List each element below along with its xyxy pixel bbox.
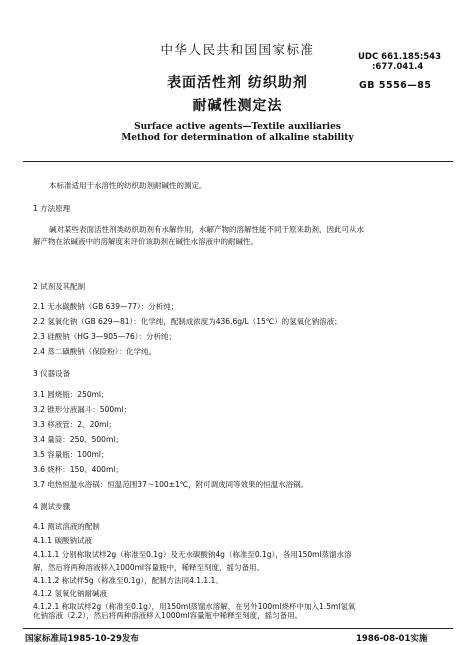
footer-divider: [23, 628, 453, 629]
english-title: Surface active agents—Textile auxiliaries: [134, 122, 341, 132]
udc-code: UDC 661.185:543: [358, 52, 442, 62]
subsection-heading: 4.1 测试溶液的配制: [33, 522, 100, 531]
list-item: 3.1 圆烧瓶：250ml；: [33, 390, 109, 399]
effective-date: 1986-08-01实施: [356, 634, 428, 644]
standard-number: GB 5556—85: [359, 80, 432, 91]
document-subtitle: 耐碱性测定法: [192, 98, 283, 114]
list-item: 2.1 无水碳酸钠（GB 639—77）：分析纯；: [33, 302, 179, 311]
body-line: 碱对某些表面活性剂类纺织助剂有水解作用，水解产物的溶解性能不同于原来助剂，因此可从水: [49, 225, 364, 234]
list-item: 2.2 氢氧化钠（GB 629—81）：化学纯，配制成浓度为436.6g/L（15℃）的氢氧化钠溶液；: [33, 317, 342, 326]
udc-code-continued: :677.041.4: [372, 62, 424, 72]
published-date: 国家标准局1985-10-29发布: [25, 634, 139, 644]
list-item: 3.7 电热恒温水浴锅：恒温范围37～100±1℃，附可调成同等效果的恒温水浴锅。: [33, 480, 309, 489]
list-item: 2.3 硅酸钠（HG 3—905—76）：分析纯；: [33, 332, 177, 341]
list-item: 3.2 锥形分液漏斗：500ml；: [33, 405, 132, 414]
section-heading: 3 仪器设备: [33, 369, 71, 378]
section-heading: 4 测试步骤: [33, 502, 71, 511]
document-title: 表面活性剂 纺织助剂: [167, 75, 308, 91]
list-item: 3.3 移液管：2、20ml；: [33, 420, 117, 429]
body-line: 解产物在浓碱液中的溶解度来评价该助剂在碱性水溶液中的耐碱性。: [33, 237, 258, 246]
scope-paragraph: 本标准适用于水溶性的纺织助剂耐碱性的测定。: [49, 181, 207, 190]
english-subtitle: Method for determination of alkaline stability: [121, 133, 354, 143]
list-item: 2.4 蒸二磺酸钠（保险粉）：化学纯。: [33, 347, 157, 356]
section-heading: 1 方法原理: [33, 204, 71, 213]
list-item: 3.4 量筒：250、500ml；: [33, 435, 123, 444]
section-heading: 2 试剂及其配制: [33, 282, 86, 291]
subsection-heading: 4.1.2 氢氧化钠耐碱液: [33, 589, 107, 598]
body-line: 4.1.2.1 称取试样2g（称准至0.1g），用150ml蒸馏水溶解，在另外100ml烧杯中加入1.5ml氢氧: [33, 602, 356, 611]
issuing-authority: 中华人民共和国国家标准: [160, 42, 315, 57]
subsection-heading: 4.1.1 碳酸钠试液: [33, 536, 92, 545]
list-item: 3.5 容量瓶：100ml；: [33, 450, 109, 459]
body-line: 4.1.1.2 称试样5g（称准至0.1g），配制方法同4.1.1.1。: [33, 576, 223, 585]
body-line: 解，然后将两种溶液移入1000ml容量瓶中，稀释至刻度，摇匀备用。: [33, 563, 264, 572]
header-divider: [23, 161, 453, 162]
body-line: 4.1.1.1 分别称取试样2g（称准至0.1g）及无水碳酸钠4g（称准至0.1g），各用150ml蒸馏水溶: [33, 550, 352, 559]
list-item: 3.6 烧杯：150、400ml；: [33, 465, 123, 474]
body-line: 化钠溶液（2.2），然后将两种溶液移入1000ml容量瓶中稀释至刻度，摇匀备用。: [33, 611, 303, 620]
